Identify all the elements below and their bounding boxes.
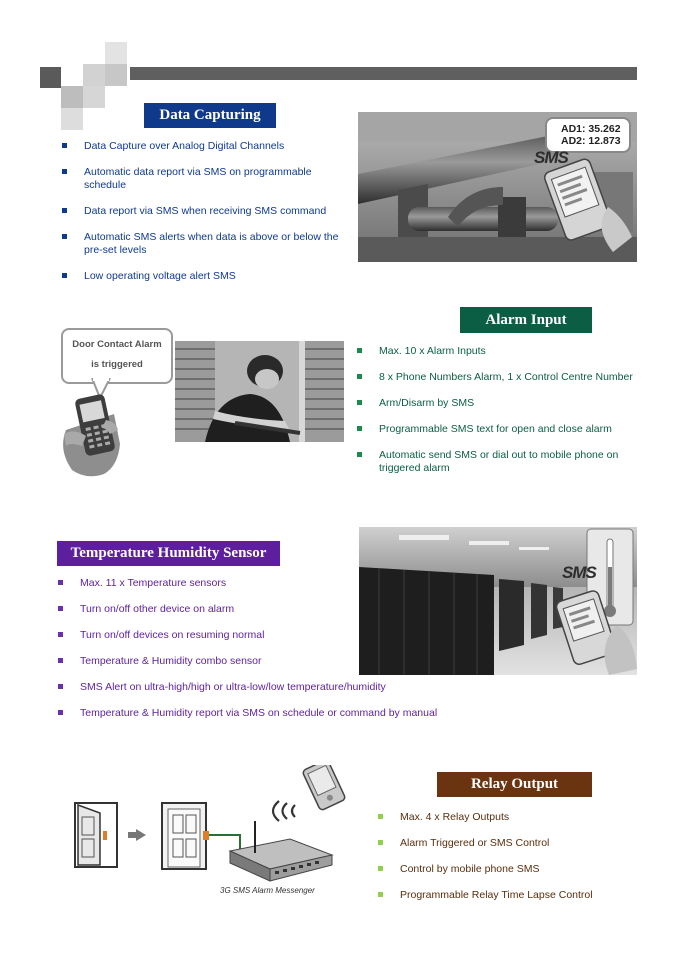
bullet-icon [58, 632, 63, 637]
deco-square [83, 64, 105, 86]
list-item: 8 x Phone Numbers Alarm, 1 x Control Centre Number [357, 371, 639, 384]
sms-label: SMS [562, 563, 596, 582]
list-item: Arm/Disarm by SMS [357, 397, 639, 410]
list-item: Low operating voltage alert SMS [62, 270, 354, 283]
industrial-pipes-photo [358, 112, 637, 262]
list-item: Turn on/off other device on alarm [58, 603, 478, 616]
bubble-line-2: is triggered [91, 359, 143, 370]
bullet-icon [378, 814, 383, 819]
burglar-illustration [175, 341, 344, 442]
list-item: Max. 10 x Alarm Inputs [357, 345, 639, 358]
deco-square [61, 86, 83, 108]
list-item: Max. 11 x Temperature sensors [58, 577, 478, 590]
sms-label: SMS [534, 148, 568, 167]
data-capturing-title: Data Capturing [144, 103, 276, 128]
list-item: Automatic send SMS or dial out to mobile phone on triggered alarm [357, 449, 639, 475]
bullet-icon [58, 658, 63, 663]
bullet-icon [378, 892, 383, 897]
hand-phone-illustration [60, 390, 128, 478]
list-item: Programmable Relay Time Lapse Control [378, 889, 638, 902]
door-alarm-bubble [61, 328, 173, 384]
bullet-icon [62, 208, 67, 213]
list-item: Data Capture over Analog Digital Channels [62, 140, 354, 153]
alarm-input-title: Alarm Input [460, 307, 592, 333]
list-item: Temperature & Humidity report via SMS on schedule or command by manual [58, 707, 478, 720]
list-item: Control by mobile phone SMS [378, 863, 638, 876]
list-item: Automatic SMS alerts when data is above or below the pre-set levels [62, 231, 354, 257]
list-item: SMS Alert on ultra-high/high or ultra-low/low temperature/humidity [58, 681, 478, 694]
deco-square [105, 64, 127, 86]
list-item: Programmable SMS text for open and close alarm [357, 423, 639, 436]
mobile-phone-icon [302, 765, 346, 811]
bullet-icon [378, 840, 383, 845]
bullet-icon [62, 273, 67, 278]
relay-output-title: Relay Output [437, 772, 592, 797]
bullet-icon [58, 684, 63, 689]
list-item: Max. 4 x Relay Outputs [378, 811, 638, 824]
alarm-messenger-device-icon [230, 821, 332, 881]
deco-square [61, 108, 83, 130]
bullet-icon [357, 374, 362, 379]
bullet-icon [58, 606, 63, 611]
list-item: Data report via SMS when receiving SMS command [62, 205, 354, 218]
list-item: Automatic data report via SMS on programmable schedule [62, 166, 354, 192]
open-door-icon [75, 803, 117, 867]
deco-square [40, 67, 61, 88]
relay-output-list [378, 811, 638, 915]
signal-waves-icon [273, 801, 295, 821]
bullet-icon [357, 348, 362, 353]
bullet-icon [62, 169, 67, 174]
arrow-left-icon [128, 829, 146, 841]
deco-square [105, 42, 127, 64]
alarm-input-list [357, 345, 639, 488]
relay-illustration [70, 765, 360, 900]
readout-ad1: AD1: 35.262 [561, 123, 621, 135]
bullet-icon [357, 400, 362, 405]
header-bar [130, 67, 637, 80]
bullet-icon [58, 710, 63, 715]
burglar-photo [175, 341, 344, 442]
deco-square [83, 86, 105, 108]
bullet-icon [378, 866, 383, 871]
list-item: Temperature & Humidity combo sensor [58, 655, 478, 668]
device-caption: 3G SMS Alarm Messenger [220, 886, 315, 895]
bullet-icon [62, 234, 67, 239]
temperature-title: Temperature Humidity Sensor [57, 541, 280, 566]
bullet-icon [58, 580, 63, 585]
bubble-line-1: Door Contact Alarm [72, 339, 162, 350]
closed-door-icon [162, 803, 209, 869]
bullet-icon [357, 426, 362, 431]
bullet-icon [357, 452, 362, 457]
readout-ad2: AD2: 12.873 [561, 135, 621, 147]
temperature-list [58, 577, 478, 733]
list-item: Turn on/off devices on resuming normal [58, 629, 478, 642]
bullet-icon [62, 143, 67, 148]
list-item: Alarm Triggered or SMS Control [378, 837, 638, 850]
data-capturing-list [62, 140, 354, 296]
